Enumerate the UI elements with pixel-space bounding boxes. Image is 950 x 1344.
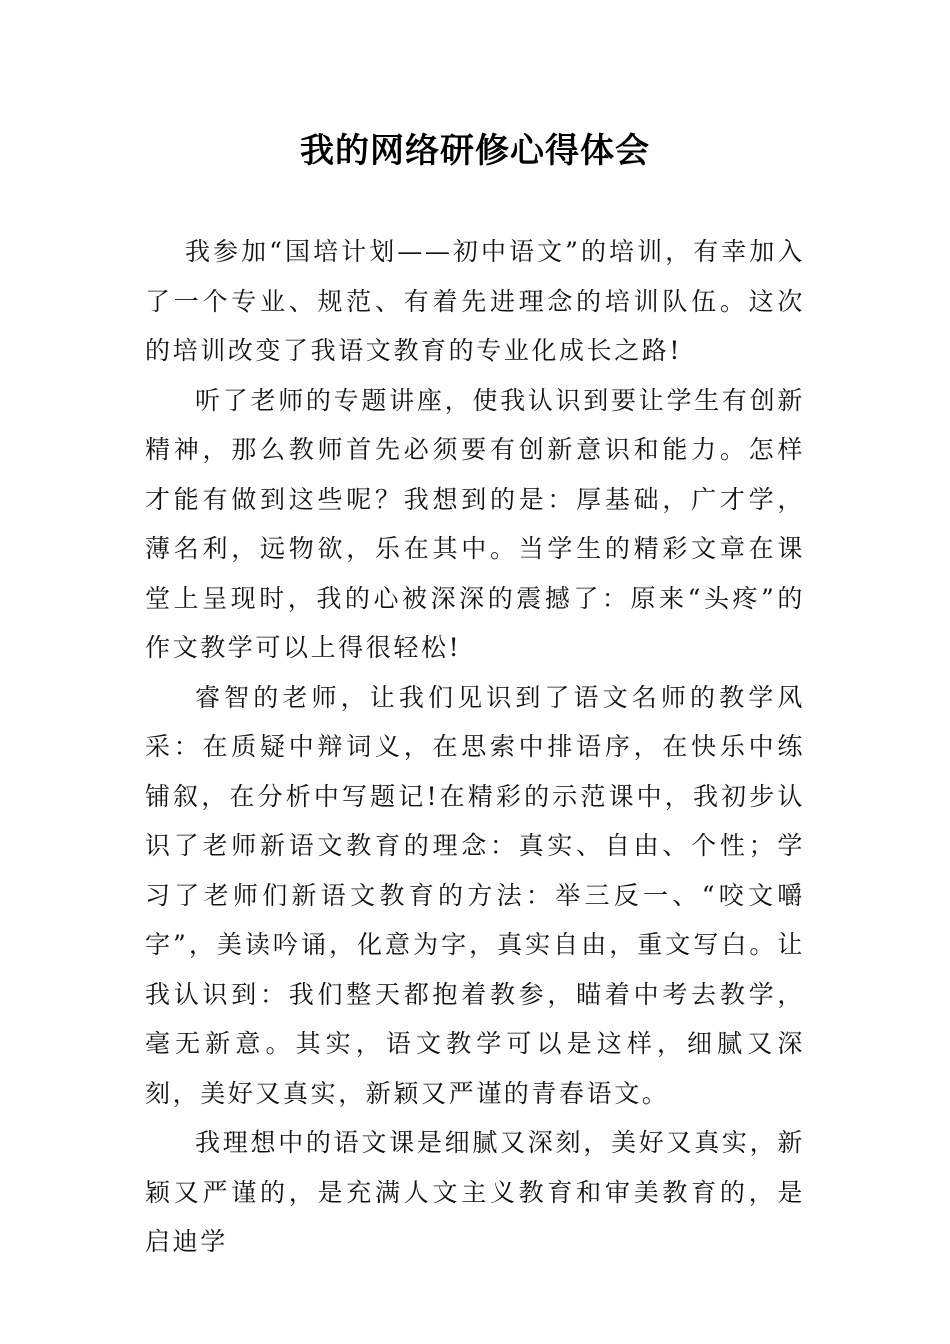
paragraph-1: 我参加“国培计划——初中语文”的培训，有幸加入了一个专业、规范、有着先进理念的培训队伍。这次的培训改变了我语文教育的专业化成长之路! <box>145 237 805 365</box>
paragraph-2: 听了老师的专题讲座，使我认识到要让学生有创新精神，那么教师首先必须要有创新意识和能力。怎样才能有做到这些呢？我想到的是：厚基础，广才学，薄名利，远物欲，乐在其中。当学生的精彩文章在课堂上呈现时，我的心被深深的震撼了：原来“头疼”的作文教学可以上得很轻松! <box>145 385 805 662</box>
document-title: 我的网络研修心得体会 <box>300 131 650 171</box>
paragraph-3: 睿智的老师，让我们见识到了语文名师的教学风采：在质疑中辩词义，在思索中排语序，在快乐中练铺叙，在分析中写题记!在精彩的示范课中，我初步认识了老师新语文教育的理念：真实、自由、个性；学习了老师们新语文教育的方法：举三反一、“咬文嚼字”，美读吟诵，化意为字，真实自由，重文写白。让我认识到：我们整天都抱着教参，瞄着中考去教学，毫无新意。其实，语文教学可以是这样，细腻又深刻，美好又真实，新颖又严谨的青春语文。 <box>145 682 805 1108</box>
paragraph-4: 我理想中的语文课是细腻又深刻，美好又真实，新颖又严谨的，是充满人文主义教育和审美教育的，是启迪学 <box>145 1128 805 1256</box>
document-body <box>145 227 805 1267</box>
